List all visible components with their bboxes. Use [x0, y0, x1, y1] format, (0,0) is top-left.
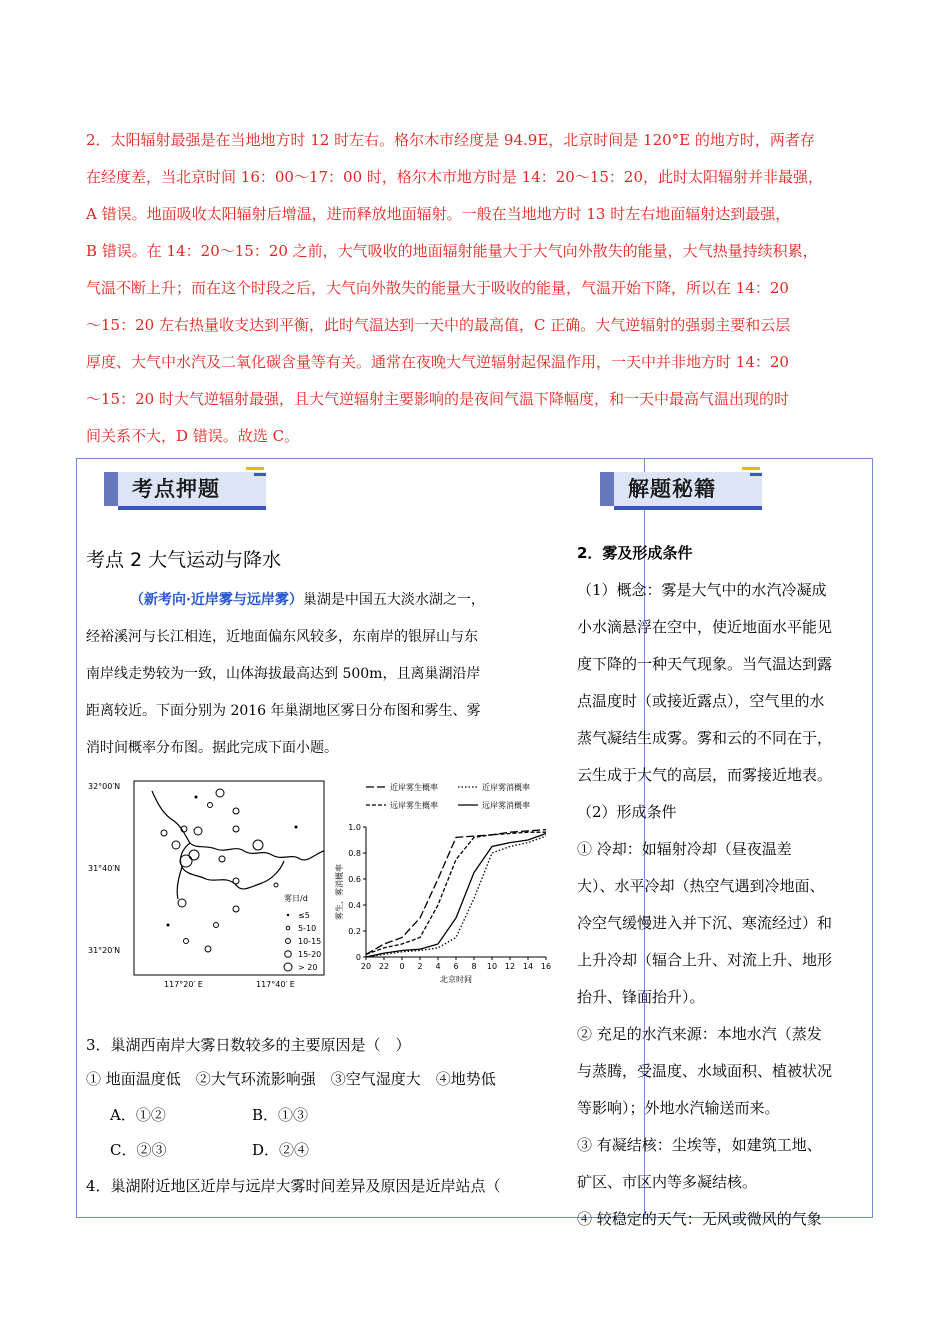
banner-bar	[600, 472, 614, 506]
legend-label: 近岸雾消概率	[482, 783, 530, 792]
river-line	[177, 867, 182, 899]
station-marker	[295, 826, 298, 829]
series-line	[366, 834, 546, 958]
x-tick-label: 0	[399, 962, 405, 971]
legend-label: 远岸雾消概率	[482, 801, 530, 810]
lat-label: 32°00′N	[88, 782, 121, 791]
series-line	[366, 836, 546, 957]
legend-title: 雾日/d	[284, 894, 308, 903]
tips-heading: 2．雾及形成条件	[577, 544, 693, 562]
y-tick-label: 0.8	[348, 849, 361, 858]
answer-line: 在经度差，当北京时间 16：00～17：00 时，格尔木市地方时是 14：20～15：20，此时太阳辐射并非最强，	[86, 168, 824, 186]
banner-accent	[246, 467, 264, 470]
option-a[interactable]: A．①②	[110, 1106, 166, 1124]
legend-symbol	[284, 963, 292, 971]
intro-line: 距离较近。下面分别为 2016 年巢湖地区雾日分布图和雾生、雾	[86, 703, 481, 719]
intro-line: 消时间概率分布图。据此完成下面小题。	[86, 740, 338, 756]
station-marker	[167, 924, 170, 927]
legend-symbol	[286, 939, 291, 944]
tips-line: 抬升、锋面抬升）。	[577, 988, 705, 1006]
x-tick-label: 12	[504, 962, 516, 971]
x-tick-label: 10	[486, 962, 498, 971]
station-marker	[161, 830, 167, 836]
tips-line: 等影响）；外地水汽输送而来。	[577, 1099, 780, 1117]
station-marker	[233, 808, 239, 814]
legend-label: 近岸雾生概率	[390, 783, 438, 792]
river-line	[152, 791, 324, 860]
station-marker	[233, 906, 239, 912]
y-tick-label: 0.2	[348, 927, 361, 936]
lat-label: 31°40′N	[88, 864, 121, 873]
station-marker	[233, 826, 239, 832]
station-marker	[184, 939, 189, 944]
question-3-items: ① 地面温度低 ②大气环流影响强 ③空气湿度大 ④地势低	[86, 1070, 496, 1088]
banner-underline	[614, 506, 762, 510]
tips-line: 矿区、市区内等多凝结核。	[577, 1173, 758, 1191]
tips-line: 冷空气缓慢进入并下沉、寒流经过）和	[577, 914, 833, 932]
x-axis-label: 北京时间	[440, 975, 472, 984]
y-tick-label: 0.6	[348, 875, 361, 884]
legend-item: ≤5	[298, 911, 310, 920]
tips-line: ③ 有凝结核：尘埃等，如建筑工地、	[577, 1136, 822, 1154]
fog-probability-chart	[336, 775, 556, 993]
fog-day-map	[86, 775, 326, 993]
topic-title: 考点 2 大气运动与降水	[86, 549, 282, 571]
station-marker	[189, 850, 199, 860]
intro-first-line	[86, 582, 556, 619]
lat-label: 31°20′N	[88, 946, 121, 955]
topic-tag: （新考向·近岸雾与远岸雾）	[130, 592, 303, 608]
intro-line: 经裕溪河与长江相连，近地面偏东风较多，东南岸的银屏山与东	[86, 629, 478, 645]
station-marker	[233, 878, 239, 884]
tips-line: 与蒸腾，受温度、水域面积、植被状况	[577, 1062, 833, 1080]
station-marker	[178, 899, 186, 907]
legend-item: 10-15	[298, 937, 322, 946]
tips-line: ① 冷却：如辐射冷却（昼夜温差	[577, 840, 792, 858]
x-tick-label: 8	[471, 962, 477, 971]
banner-underline	[118, 506, 266, 510]
station-marker	[253, 840, 263, 850]
tips-line: ④ 较稳定的天气：无风或微风的气象	[577, 1210, 822, 1228]
tips-line: 云生成于大气的高层，而雾接近地表。	[577, 766, 833, 784]
y-tick-label: 0.4	[348, 901, 361, 910]
answer-line: 气温不断上升；而在这个时段之后，大气向外散失的能量大于吸收的能量，气温开始下降，所以在 14：20	[86, 279, 789, 297]
x-tick-label: 22	[378, 962, 390, 971]
tips-line: （1）概念：雾是大气中的水汽冷凝成	[577, 581, 827, 599]
answer-line: ～15：20 时大气逆辐射最强，且大气逆辐射主要影响的是夜间气温下降幅度，和一天中最高气温出现的时	[86, 390, 789, 408]
question-4: 4．巢湖附近地区近岸与远岸大雾时间差异及原因是近岸站点（	[86, 1177, 501, 1195]
option-c[interactable]: C．②③	[110, 1141, 167, 1159]
legend-item: > 20	[298, 963, 318, 972]
option-b[interactable]: B．①③	[252, 1106, 309, 1124]
legend-symbol	[286, 926, 290, 930]
station-marker	[274, 883, 278, 887]
y-axis-label: 雾生、雾消概率	[335, 864, 344, 920]
x-tick-label: 2	[417, 962, 423, 971]
question-intro	[86, 582, 556, 767]
banner-accent	[742, 467, 760, 470]
x-tick-label: 20	[360, 962, 372, 971]
station-marker	[208, 803, 213, 808]
station-marker	[180, 855, 192, 867]
tips-line: 大）、水平冷却（热空气遇到冷地面、	[577, 877, 825, 895]
x-tick-label: 14	[522, 962, 534, 971]
legend-item: 5-10	[298, 924, 317, 933]
answer-line: A 错误。地面吸收太阳辐射后增温，进而释放地面辐射。一般在当地地方时 13 时左右地面辐射达到最强，	[86, 205, 791, 223]
legend-item: 15-20	[298, 950, 322, 959]
banner-bar	[104, 472, 118, 506]
answer-line: ～15：20 左右热量收支达到平衡，此时气温达到一天中的最高值，C 正确。大气逆辐射的强弱主要和云层	[86, 316, 791, 334]
tips-line: 上升冷却（辐合上升、对流上升、地形	[577, 951, 833, 969]
x-tick-label: 4	[435, 962, 441, 971]
banner-accent	[750, 473, 762, 476]
answer-explanation	[86, 122, 876, 455]
tips-line: 小水滴悬浮在空中，使近地面水平能见	[577, 618, 833, 636]
station-marker	[205, 946, 211, 952]
station-marker	[219, 856, 225, 862]
station-marker	[172, 841, 180, 849]
intro-line: 南岸线走势较为一致，山体海拔最高达到 500m，且离巢湖沿岸	[86, 666, 481, 682]
answer-line: 间关系不大，D 错误。故选 C。	[86, 427, 300, 445]
question-3: 3．巢湖西南岸大雾日数较多的主要原因是（ ）	[86, 1036, 411, 1054]
figures	[86, 775, 556, 993]
y-tick-label: 0	[355, 953, 361, 962]
tips-content	[577, 535, 867, 1238]
banner-title: 考点押题	[118, 472, 266, 506]
station-marker	[214, 923, 219, 928]
lon-label: 117°20′ E	[164, 980, 203, 989]
series-line	[366, 830, 546, 955]
answer-line: 厚度、大气中水汽及二氧化碳含量等有关。通常在夜晚大气逆辐射起保温作用，一天中并非地方时 14：20	[86, 353, 789, 371]
tips-line: 蒸气凝结生成雾。雾和云的不同在于，	[577, 729, 833, 747]
intro-line: 巢湖是中国五大淡水湖之一，	[302, 592, 485, 608]
station-marker	[216, 789, 224, 797]
lon-label: 117°40′ E	[256, 980, 295, 989]
tips-line: 度下降的一种天气现象。当气温达到露	[577, 655, 833, 673]
answer-line: B 错误。在 14：20～15：20 之前，大气吸收的地面辐射能量大于大气向外散失的能量，大气热量持续积累，	[86, 242, 818, 260]
x-tick-label: 6	[453, 962, 459, 971]
legend-symbol	[285, 951, 292, 958]
y-tick-label: 1.0	[348, 823, 361, 832]
tips-line: （2）形成条件	[577, 803, 677, 821]
tips-line: ② 充足的水汽来源：本地水汽（蒸发	[577, 1025, 822, 1043]
answer-line: 2．太阳辐射最强是在当地地方时 12 时左右。格尔木市经度是 94.9E，北京时间是 120°E 的地方时，两者存	[86, 131, 815, 149]
x-tick-label: 16	[540, 962, 552, 971]
legend-label: 远岸雾生概率	[390, 801, 438, 810]
legend-symbol	[287, 914, 289, 916]
banner-accent	[254, 473, 266, 476]
station-marker	[195, 796, 198, 799]
banner-title: 解题秘籍	[614, 472, 762, 506]
option-d[interactable]: D．②④	[252, 1141, 310, 1159]
station-marker	[194, 827, 202, 835]
tips-line: 点温度时（或接近露点），空气里的水	[577, 692, 825, 710]
